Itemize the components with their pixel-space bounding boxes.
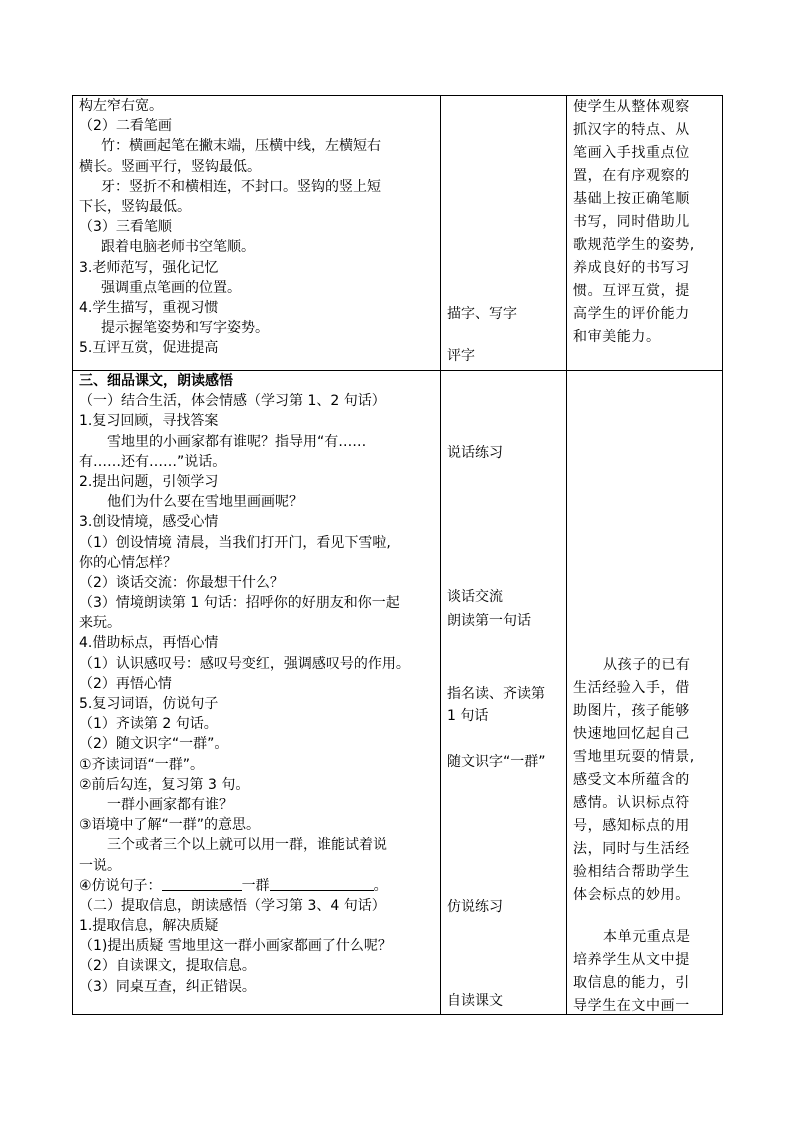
process-line: 横长。竖画平行，竖钩最低。 <box>79 158 261 175</box>
design-intent-line: 导学生在文中画一 <box>573 998 690 1014</box>
process-line: 他们为什么要在雪地里画画呢？ <box>107 494 303 511</box>
fangshuo-middle: 一群 <box>241 877 270 894</box>
process-line: （1）齐读第 2 句话。 <box>79 716 218 733</box>
design-intent-cell <box>567 371 723 1015</box>
process-line: 你的心情怎样？ <box>79 554 177 571</box>
activity-miaozi: 描字、写字 <box>447 306 517 322</box>
activity-pingzi: 评字 <box>447 348 475 364</box>
design-intent-line: 号，感知标点的用 <box>573 818 690 834</box>
process-line: 雪地里的小画家都有谁呢？指导用“有…… <box>107 433 367 450</box>
design-intent-line: 置，在有序观察的 <box>573 168 690 184</box>
process-line: （2）二看笔画 <box>79 118 172 135</box>
process-line: 有……还有……”说话。 <box>79 453 227 470</box>
process-line: （二）提取信息，朗读感悟（学习第 3、4 句话） <box>79 897 386 914</box>
fangshuo-line <box>73 876 440 896</box>
process-line: （1）创设情境 清晨，当我们打开门，看见下雪啦, <box>79 534 391 551</box>
process-line: 4.借助标点，再悟心情 <box>79 635 219 652</box>
process-line: 一说。 <box>79 857 121 874</box>
design-intent-line: 从孩子的已有 <box>603 657 691 673</box>
design-intent-line: 基础上按正确笔顺 <box>573 191 690 207</box>
design-intent-cell <box>567 96 723 371</box>
activity-zidu: 自读课文 <box>447 993 503 1009</box>
activity-zhiming-1: 指名读、齐读第 <box>447 686 545 702</box>
process-line: 跟着电脑老师书空笔顺。 <box>101 239 255 256</box>
process-line: （3）情境朗读第 1 句话：招呼你的好朋友和你一起 <box>79 595 400 612</box>
process-line: 3.老师范写，强化记忆 <box>79 259 219 276</box>
activity-shuohua: 说话练习 <box>447 445 503 461</box>
design-intent-line: 高学生的评价能力 <box>573 306 690 322</box>
process-line: 构左窄右宽。 <box>79 98 163 114</box>
process-line: 三个或者三个以上就可以用一群，谁能试着说 <box>107 837 387 854</box>
process-line: 3.创设情境，感受心情 <box>79 514 219 531</box>
table-row-reading <box>73 371 723 1015</box>
process-line: 强调重点笔画的位置。 <box>101 279 241 296</box>
fangshuo-suffix: 。 <box>373 877 388 894</box>
process-line: ②前后勾连，复习第 3 句。 <box>79 776 250 793</box>
process-line: 牙：竖折不和横相连，不封口。竖钩的竖上短 <box>101 178 381 195</box>
design-intent-line: 雪地里玩耍的情景, <box>573 749 695 765</box>
process-line: 下长，竖钩最低。 <box>79 198 191 215</box>
process-line: （3）同桌互查，纠正错误。 <box>79 978 256 995</box>
design-intent-line: 验相结合帮助学生 <box>573 864 690 880</box>
process-line: 2.提出问题，引领学习 <box>79 473 219 490</box>
process-line: （2）随文识字“一群”。 <box>79 736 229 753</box>
activity-zhiming-2: 1 句话 <box>447 708 489 724</box>
student-activity-cell <box>441 371 567 1015</box>
process-line: ①齐读词语“一群”。 <box>79 756 205 773</box>
process-line: 三、细品课文，朗读感悟 <box>79 373 233 389</box>
design-intent-line: 快速地回忆起自己 <box>573 726 690 742</box>
design-intent-line: 使学生从整体观察 <box>573 99 690 115</box>
design-intent-line: 歌规范学生的姿势, <box>573 237 695 253</box>
design-intent-line: 养成良好的书写习 <box>573 260 690 276</box>
process-line: ③语境中了解“一群”的意思。 <box>79 817 261 834</box>
design-intent-line: 抓汉字的特点、从 <box>573 122 690 138</box>
design-intent-line: 书写，同时借助儿 <box>573 214 690 230</box>
process-line: 4.学生描写，重视习惯 <box>79 299 219 316</box>
design-intent-line: 生活经验入手，借 <box>573 680 690 696</box>
design-intent-line: 助图片，孩子能够 <box>573 703 690 719</box>
process-line: （3）三看笔顺 <box>79 219 172 236</box>
design-intent-line: 惯。互评互赏，提 <box>573 283 690 299</box>
blank-2 <box>270 876 374 891</box>
activity-suiwen: 随文识字“一群” <box>447 754 546 770</box>
blank-1 <box>162 876 242 891</box>
table-row-writing <box>73 96 723 371</box>
process-line: 一群小画家都有谁？ <box>107 796 233 813</box>
design-intent-line: 笔画入手找重点位 <box>573 145 690 161</box>
design-intent-line: 本单元重点是 <box>603 929 691 945</box>
design-intent-line: 培养学生从文中提 <box>573 952 690 968</box>
activity-fangshuo: 仿说练习 <box>447 899 503 915</box>
teaching-process-cell <box>73 96 441 371</box>
process-line: （2）自读课文，提取信息。 <box>79 958 256 975</box>
process-line: 提示握笔姿势和写字姿势。 <box>101 320 269 337</box>
process-line: 5.互评互赏，促进提高 <box>79 340 219 357</box>
process-line: 5.复习词语，仿说句子 <box>79 696 219 712</box>
process-line: 1.复习回顾，寻找答案 <box>79 413 219 430</box>
lesson-plan-page <box>72 95 722 1015</box>
design-intent-line: 感受文本所蕴含的 <box>573 772 690 788</box>
fangshuo-prefix: ④仿说句子： <box>79 877 162 894</box>
design-intent-line: 取信息的能力，引 <box>573 975 690 991</box>
activity-langdu: 朗读第一句话 <box>447 613 531 629</box>
teaching-process-cell <box>73 371 441 1015</box>
design-intent-line: 法，同时与生活经 <box>573 841 690 857</box>
design-intent-line: 和审美能力。 <box>573 329 661 345</box>
process-line: （1）认识感叹号：感叹号变红，强调感叹号的作用。 <box>79 655 410 672</box>
process-line: 1.提取信息，解决质疑 <box>79 918 219 935</box>
activity-tanhua: 谈话交流 <box>447 589 503 605</box>
lesson-plan-table <box>72 95 723 1015</box>
process-line: 竹：横画起笔在撇末端，压横中线，左横短右 <box>101 138 381 155</box>
process-line: （2）再悟心情 <box>79 675 172 692</box>
process-line: （一）结合生活，体会情感（学习第 1、2 句话） <box>79 393 386 410</box>
design-intent-line: 体会标点的妙用。 <box>573 887 690 903</box>
design-intent-line: 感情。认识标点符 <box>573 795 690 811</box>
process-line: 来玩。 <box>79 615 121 632</box>
student-activity-cell <box>441 96 567 371</box>
process-line: （2）谈话交流：你最想干什么？ <box>79 574 284 591</box>
process-line: （1)提出质疑 雪地里这一群小画家都画了什么呢？ <box>79 938 392 955</box>
